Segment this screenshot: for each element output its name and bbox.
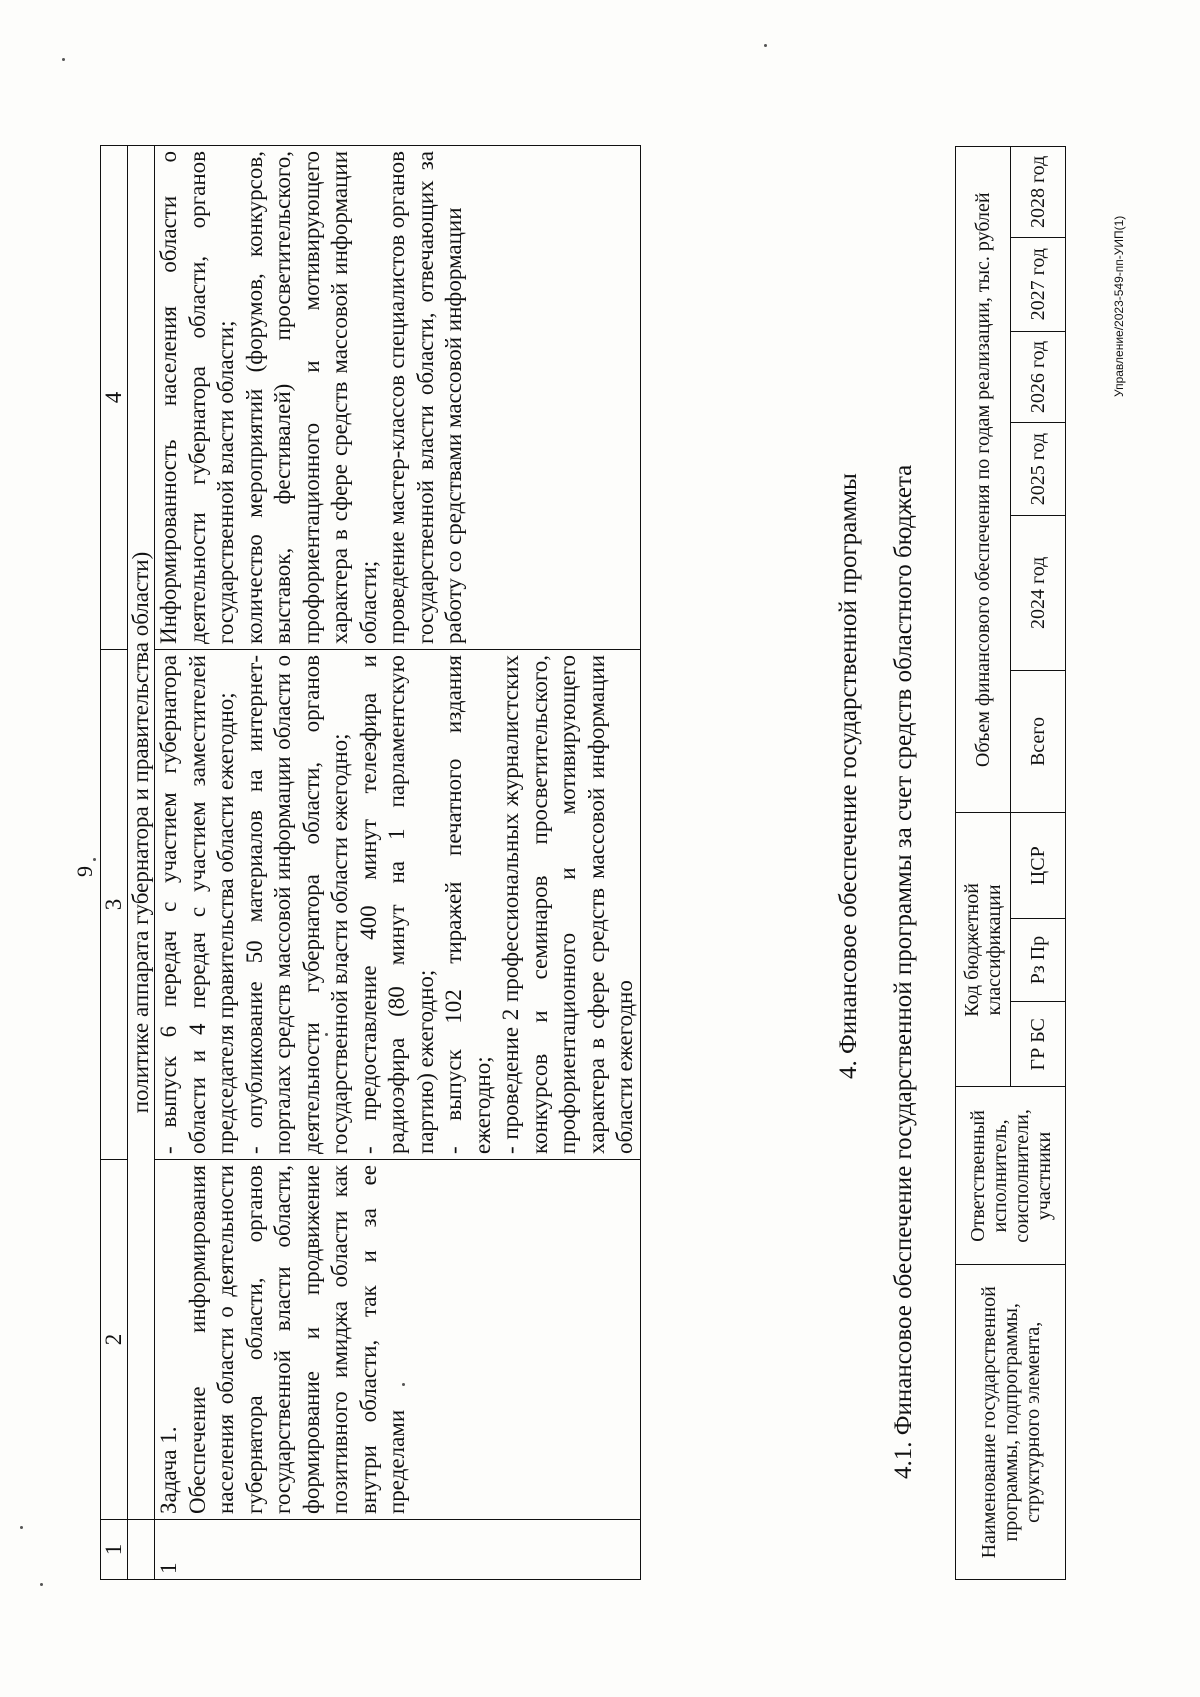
indicator-item: количество мероприятий (форумов, конкурсов, выставок, фестивалей) просветительского, профориентационного и мотивирующего характера в сфере средств массовой информации области;: [241, 151, 381, 644]
subheader-cell: 2027 год: [1011, 237, 1066, 331]
subheader-cell: Всего: [1011, 670, 1066, 813]
section-4-heading: 4. Финансовое обеспечение государственной программы: [835, 473, 862, 1079]
action-item: - проведение 2 профессиональных журналистских конкурсов и семинаров просветительского, профориентационного и мотивирующего характера в сфере средств массовой информации области ежегодно: [498, 655, 637, 1154]
subheader-cell: Рз Пр: [1011, 919, 1066, 1002]
document-footer-code: Управление/2023-549-пп-УИП(1): [1112, 215, 1126, 397]
column-number: 3: [101, 650, 128, 1160]
header-program-name: Наименование государственной программы, подпрограммы, структурного элемента,: [956, 1265, 1066, 1580]
subheader-cell: 2028 год: [1011, 147, 1066, 238]
action-item: - предоставление 400 минут телеэфира и радиоэфира (80 минут на 1 парламентскую партию) ежегодно;: [355, 655, 438, 1154]
column-number: 4: [101, 146, 128, 650]
section-row: [128, 146, 155, 1580]
header-financing-volume: Объем финансового обеспечения по годам реализации, тыс. рублей: [956, 147, 1011, 813]
action-item: - опубликование 50 материалов на интернет-порталах средств массовой информации области о деятельности губернатора области, органов государственной власти области ежегодно;: [241, 655, 352, 1154]
table-row: [155, 146, 641, 1580]
subheader-cell: 2025 год: [1011, 423, 1066, 516]
indicators-cell: [155, 146, 641, 650]
task-label: Задача 1.: [156, 1426, 181, 1514]
header-responsible: Ответственный исполнитель, соисполнители, участники: [956, 1087, 1066, 1265]
section-title: политике аппарата губернатора и правительства области): [128, 146, 155, 1520]
subheader-cell: ГР БС: [1011, 1002, 1066, 1087]
financing-table: [955, 146, 1066, 1580]
task-description: Обеспечение информирования населения области о деятельности губернатора области, органов государственной власти области, формирование и продвижение позитивного имиджа области как внутри области, так и за ее пределами: [184, 1165, 409, 1514]
task-cell: [155, 1160, 641, 1520]
indicator-item: проведение мастер-классов специалистов органов государственной власти области, отвечающих за работу со средствами массовой информации: [384, 151, 466, 644]
financing-header-row: [956, 147, 1011, 1580]
row-number: 1: [155, 1520, 641, 1580]
page-number: 9: [72, 866, 97, 877]
column-number: 1: [101, 1520, 128, 1580]
subheader-cell: 2026 год: [1011, 331, 1066, 423]
actions-cell: [155, 650, 641, 1160]
column-number-row: [101, 146, 128, 1580]
action-item: - выпуск 102 тиражей печатного издания ежегодно;: [441, 655, 495, 1154]
column-number: 2: [101, 1160, 128, 1520]
section-4-1-heading: 4.1. Финансовое обеспечение государственной программы за счет средств областного бюджета: [890, 464, 917, 1479]
program-tasks-table: [100, 145, 641, 1580]
subheader-cell: 2024 год: [1011, 516, 1066, 671]
indicator-item: Информированность населения области о деятельности губернатора области, органов государственной власти области;: [156, 151, 238, 644]
subheader-cell: ЦСР: [1011, 813, 1066, 919]
header-budget-code: Код бюджетной классификации: [956, 813, 1011, 1087]
action-item: - выпуск 6 передач с участием губернатора области и 4 передач с участием заместителей председателя правительства области ежегодно;: [156, 655, 238, 1154]
